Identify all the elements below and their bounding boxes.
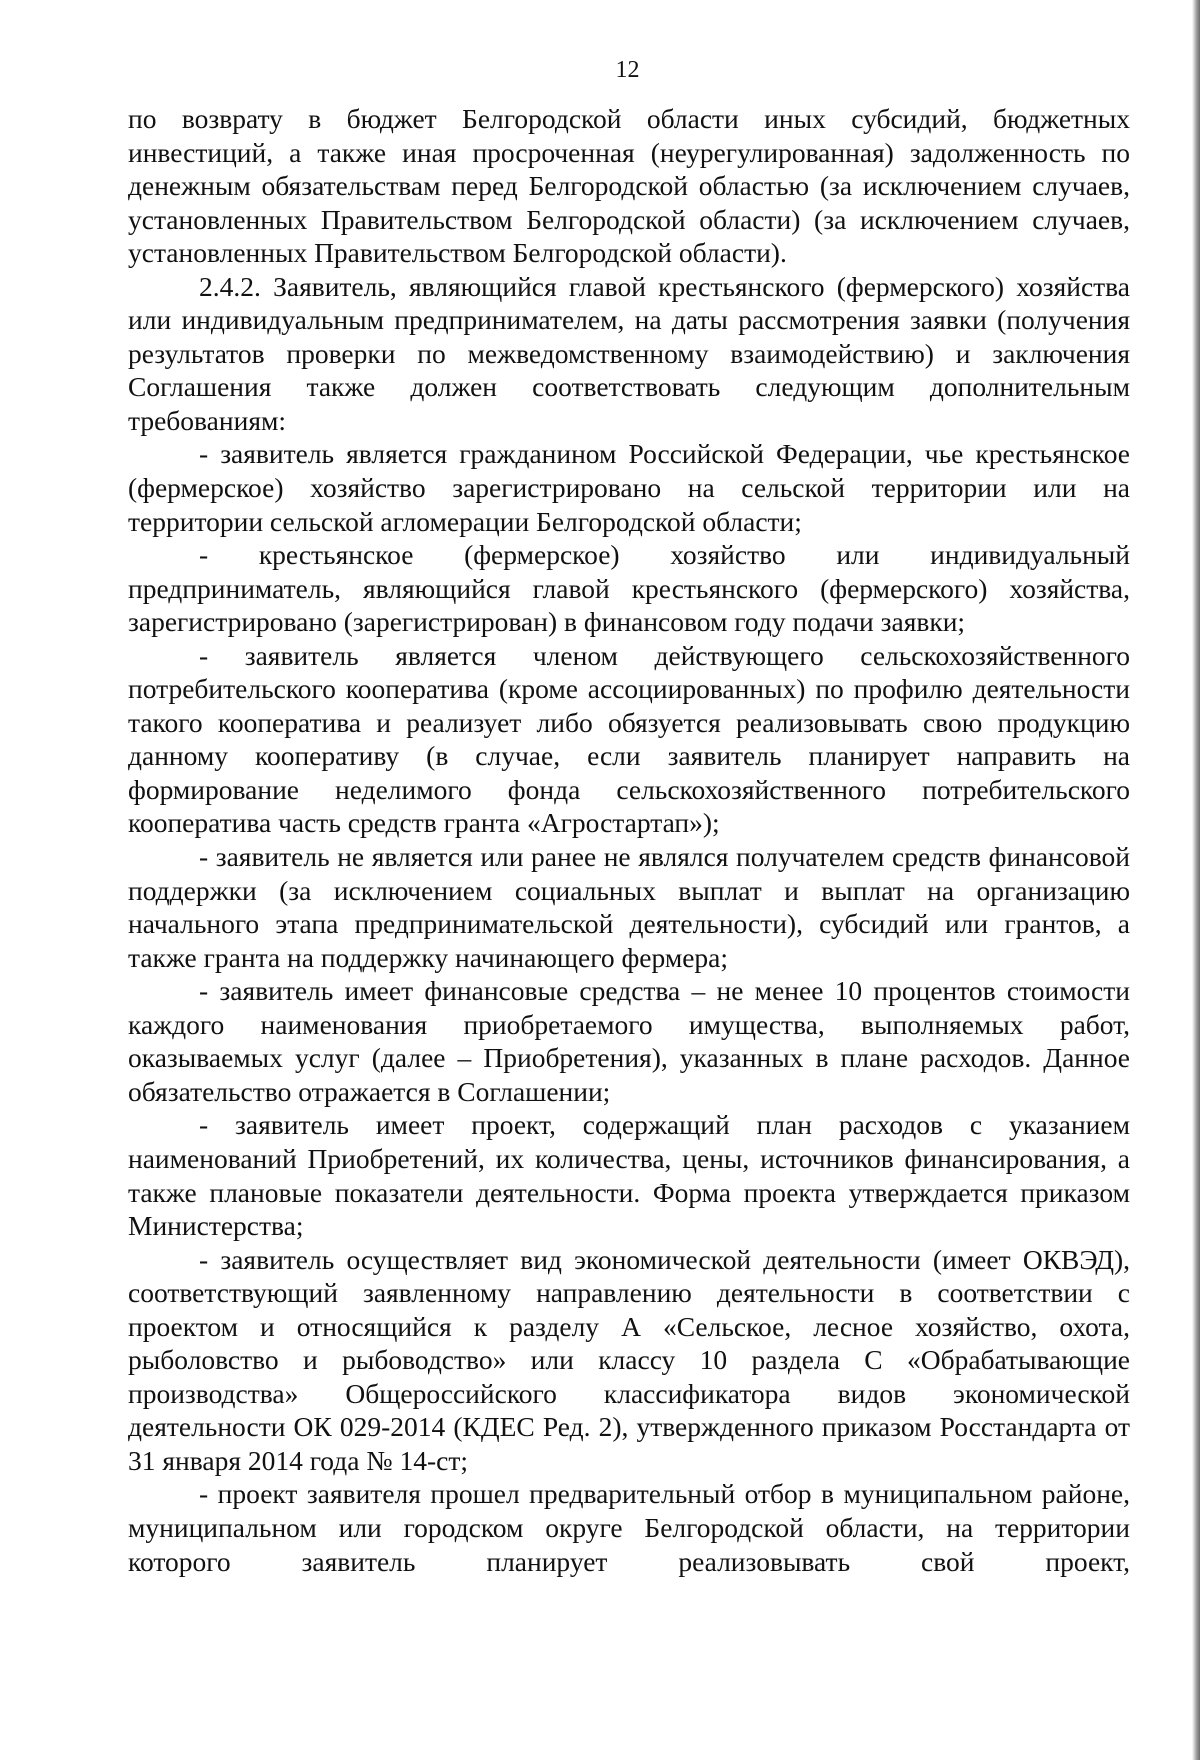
- paragraph-cooperative-membership: - заявитель является членом действующего сельскохозяйственного потребительского кооператива (кроме ассоциированных) по профилю деятельности такого кооператива и реализует либо обязуется реализовывать свою продукцию данному кооперативу (в случае, если заявитель планирует направить на формирование неделимого фонда сельскохозяйственного потребительского кооператива часть средств гранта «Агростартап»);: [128, 639, 1130, 839]
- scan-edge-shadow: [1192, 0, 1200, 1760]
- page-number: 12: [615, 57, 640, 83]
- paragraph-own-funds: - заявитель имеет финансовые средства – не менее 10 процентов стоимости каждого наименования приобретаемого имущества, выполняемых работ, оказываемых услуг (далее – Приобретения), указанных в плане расходов. Данное обязательство отражается в Соглашении;: [128, 975, 1130, 1107]
- paragraph-okved-activity: - заявитель осуществляет вид экономической деятельности (имеет ОКВЭД), соответствующий заявленному направлению деятельности в соответствии с проектом и относящийся к разделу А «Сельское, лесное хозяйство, охота, рыболовство и рыбоводство» или классу 10 раздела С «Обрабатывающие производства» Общероссийского классификатора видов экономической деятельности ОК 029-2014 (КДЕС Ред. 2), утвержденного приказом Росстандарта от 31 января 2014 года № 14-ст;: [128, 1243, 1130, 1476]
- paragraph-citizen-requirement: - заявитель является гражданином Российской Федерации, чье крестьянское (фермерское) хозяйство зарегистрировано на сельской территории или на территории сельской агломерации Белгородской области;: [128, 438, 1130, 537]
- paragraph-registration-requirement: - крестьянское (фермерское) хозяйство или индивидуальный предприниматель, являющийся главой крестьянского (фермерского) хозяйства, зарегистрировано (зарегистрирован) в финансовом году подачи заявки;: [128, 539, 1130, 638]
- paragraph-2-4-2: 2.4.2. Заявитель, являющийся главой крестьянского (фермерского) хозяйства или индивидуальным предпринимателем, на даты рассмотрения заявки (получения результатов проверки по межведомственному взаимодействию) и заключения Соглашения также должен соответствовать следующим дополнительным требованиям:: [128, 270, 1130, 436]
- paragraph-debt-continuation: по возврату в бюджет Белгородской области иных субсидий, бюджетных инвестиций, а также иная просроченная (неурегулированная) задолженность по денежным обязательствам перед Белгородской областью (за исключением случаев, установленных Правительством Белгородской области) (за исключением случаев, установленных Правительством Белгородской области).: [128, 103, 1130, 269]
- paragraph-preliminary-selection: - проект заявителя прошел предварительный отбор в муниципальном районе, муниципальном или городском округе Белгородской области, на территории которого заявитель планирует реализовывать свой проект,: [128, 1478, 1130, 1577]
- paragraph-project-plan: - заявитель имеет проект, содержащий план расходов с указанием наименований Приобретений, их количества, цены, источников финансирования, а также плановые показатели деятельности. Форма проекта утверждается приказом Министерства;: [128, 1109, 1130, 1242]
- document-body: [128, 102, 1130, 1578]
- paragraph-no-prior-support: - заявитель не является или ранее не являлся получателем средств финансовой поддержки (за исключением социальных выплат и выплат на организацию начального этапа предпринимательской деятельности), субсидий или грантов, а также гранта на поддержку начинающего фермера;: [128, 841, 1130, 973]
